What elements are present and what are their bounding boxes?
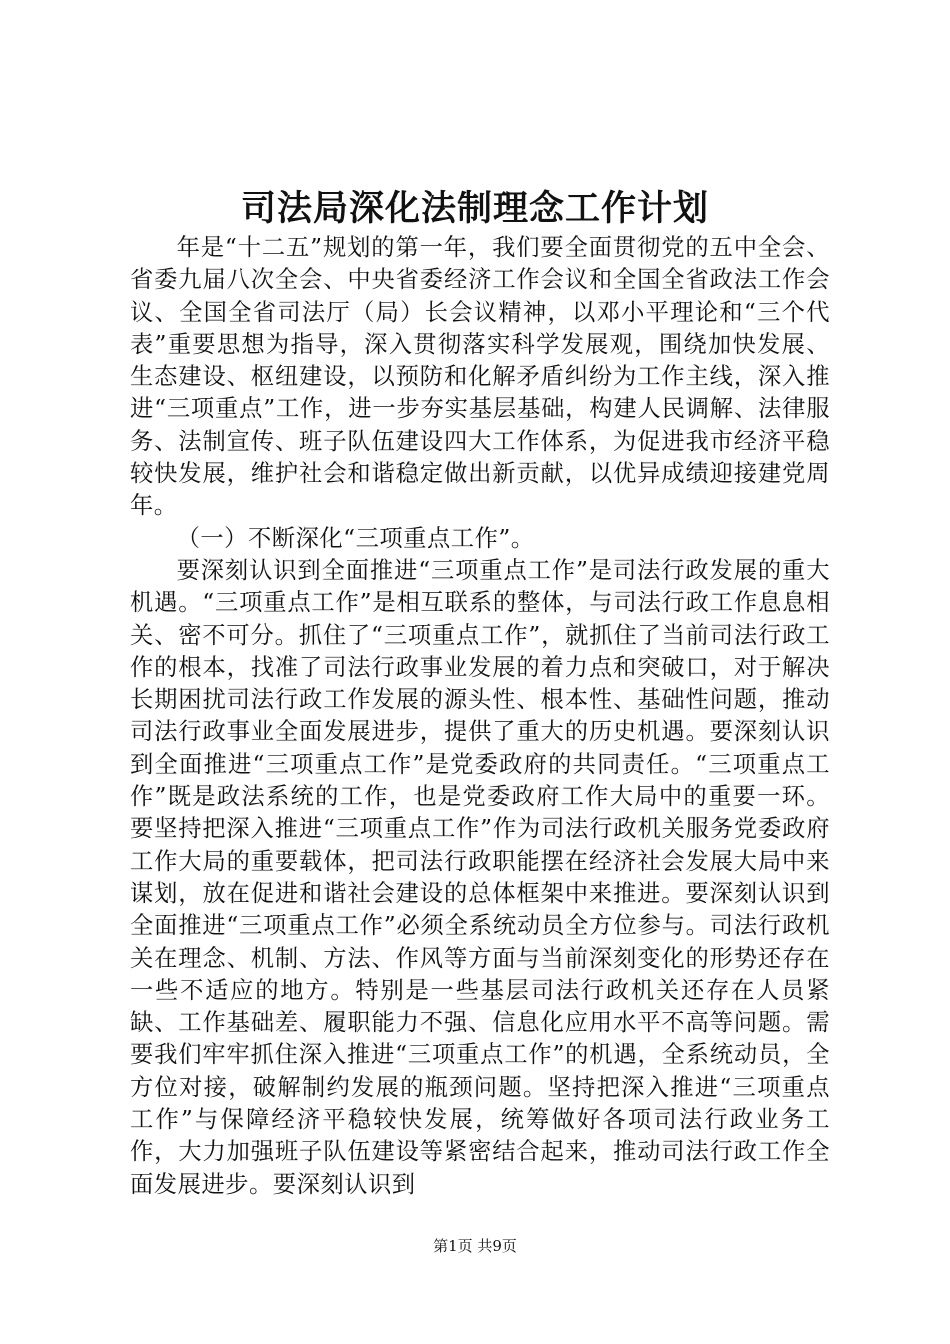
paragraph-body: 要深刻认识到全面推进“三项重点工作”是司法行政发展的重大机遇。“三项重点工作”是相互联系的整体，与司法行政工作息息相关、密不可分。抓住了“三项重点工作”，就抓住了当前司法行政工作的根本，找准了司法行政事业发展的着力点和突破口，对于解决长期困扰司法行政工作发展的源头性、根本性、基础性问题，推动司法行政事业全面发展进步，提供了重大的历史机遇。要深刻认识到全面推进“三项重点工作”是党委政府的共同责任。“三项重点工作”既是政法系统的工作，也是党委政府工作大局中的重要一环。要坚持把深入推进“三项重点工作”作为司法行政机关服务党委政府工作大局的重要载体，把司法行政职能摆在经济社会发展大局中来谋划，放在促进和谐社会建设的总体框架中来推进。要深刻认识到全面推进“三项重点工作”必须全系统动员全方位参与。司法行政机关在理念、机制、方法、作风等方面与当前深刻变化的形势还存在一些不适应的地方。特别是一些基层司法行政机关还存在人员紧缺、工作基础差、履职能力不强、信息化应用水平不高等问题。需要我们牢牢抓住深入推进“三项重点工作”的机遇，全系统动员，全方位对接，破解制约发展的瓶颈问题。坚持把深入推进“三项重点工作”与保障经济平稳较快发展，统筹做好各项司法行政业务工作，大力加强班子队伍建设等紧密结合起来，推动司法行政工作全面发展进步。要深刻认识到	[130, 556, 830, 1198]
document-title: 司法局深化法制理念工作计划	[240, 189, 709, 229]
section-heading: （一）不断深化“三项重点工作”。	[176, 524, 535, 552]
paragraph-intro: 年是“十二五”规划的第一年，我们要全面贯彻党的五中全会、省委九届八次全会、中央省委经济工作会议和全国全省政法工作会议、全国全省司法厅（局）长会议精神，以邓小平理论和“三个代表”重要思想为指导，深入贯彻落实科学发展观，围绕加快发展、生态建设、枢纽建设，以预防和化解矛盾纠纷为工作主线，深入推进“三项重点”工作，进一步夯实基层基础，构建人民调解、法律服务、法制宣传、班子队伍建设四大工作体系，为促进我市经济平稳较快发展，维护社会和谐稳定做出新贡献，以优异成绩迎接建党周年。	[130, 234, 830, 520]
document-body	[130, 232, 830, 1201]
page-number: 第1页 共9页	[433, 1237, 517, 1255]
